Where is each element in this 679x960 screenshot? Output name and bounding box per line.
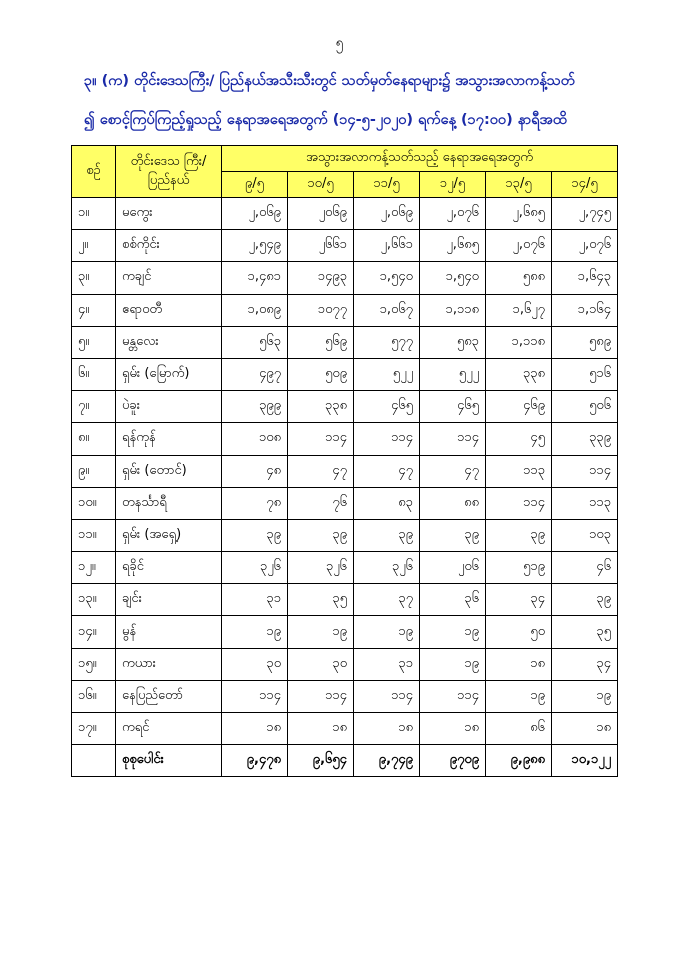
table-row xyxy=(72,680,618,712)
count-cell: ၇၈ xyxy=(222,487,288,519)
count-cell: ၁၀၈ xyxy=(222,423,288,455)
row-number: ၁၄။ xyxy=(72,616,116,648)
count-cell: ၂,၀၆၉ xyxy=(354,198,420,230)
table-row xyxy=(72,198,618,230)
table-row xyxy=(72,519,618,551)
row-number: ၁။ xyxy=(72,198,116,230)
count-cell: ၁၁၄ xyxy=(486,487,552,519)
count-cell: ၁၁၄ xyxy=(288,680,354,712)
total-cell: ၉,၇၄၉ xyxy=(354,745,420,777)
count-cell: ၃၄ xyxy=(552,648,618,680)
count-cell: ၃၃၈ xyxy=(486,358,552,390)
row-number: ၁၁။ xyxy=(72,519,116,551)
heading-line-2: ၍ စောင့်ကြပ်ကြည့်ရှုသည့် နေရာအရေအတွက် (၁၄-၅-၂၀၂၀) ရက်နေ့ (၁၇:၀၀) နာရီအထိ xyxy=(84,112,567,128)
count-cell: ၁,၅၄၀ xyxy=(354,262,420,294)
count-cell: ၁,၁၆၄ xyxy=(552,294,618,326)
count-cell: ၁၁၃ xyxy=(552,487,618,519)
restricted-locations-table xyxy=(71,145,618,777)
table-row xyxy=(72,455,618,487)
count-cell: ၂,၇၄၅ xyxy=(552,198,618,230)
count-cell: ၄၉၇ xyxy=(222,358,288,390)
count-cell: ၃၉၉ xyxy=(222,391,288,423)
count-cell: ၅၇၇ xyxy=(354,326,420,358)
row-number: ၁၂။ xyxy=(72,552,116,584)
region-name: ချင်း xyxy=(116,584,222,616)
count-cell: ၁,၆၄၃ xyxy=(552,262,618,294)
heading-line-1: ၃။ (က) တိုင်းဒေသကြီး/ ပြည်နယ်အသီးသီးတွင် သတ်မှတ်နေရာများ၌ အသွားအလာကန့်သတ် xyxy=(84,73,575,89)
column-group-header: အသွားအလာကန့်သတ်သည့် နေရာအရေအတွက် xyxy=(222,146,618,172)
count-cell: ၁၁၄ xyxy=(222,680,288,712)
count-cell: ၁၁၄ xyxy=(354,680,420,712)
column-header-date: ၉/၅ xyxy=(222,172,288,198)
count-cell: ၂,၀၇၆ xyxy=(552,230,618,262)
table-row xyxy=(72,648,618,680)
total-row-empty-cell xyxy=(72,745,116,777)
count-cell: ၁၉ xyxy=(552,680,618,712)
count-cell: ၁၈ xyxy=(222,713,288,745)
table-header-row xyxy=(72,146,618,172)
count-cell: ၅၆၃ xyxy=(222,326,288,358)
count-cell: ၅၈၈ xyxy=(486,262,552,294)
total-label: စုစုပေါင်း xyxy=(116,745,222,777)
count-cell: ၃၉ xyxy=(486,519,552,551)
table-row xyxy=(72,230,618,262)
count-cell: ၁၁၃ xyxy=(486,455,552,487)
count-cell: ၅၂၂ xyxy=(420,358,486,390)
count-cell: ၂၀၆၉ xyxy=(288,198,354,230)
table-row xyxy=(72,616,618,648)
count-cell: ၂,၀၆၉ xyxy=(222,198,288,230)
count-cell: ၄၆၅ xyxy=(420,391,486,423)
row-number: ၄။ xyxy=(72,294,116,326)
count-cell: ၁၉ xyxy=(222,616,288,648)
count-cell: ၄၆ xyxy=(552,552,618,584)
column-header-date: ၁၃/၅ xyxy=(486,172,552,198)
count-cell: ၃၃၉ xyxy=(552,423,618,455)
row-number: ၉။ xyxy=(72,455,116,487)
table-body xyxy=(72,198,618,777)
region-name: မကွေး xyxy=(116,198,222,230)
count-cell: ၁၉ xyxy=(420,616,486,648)
region-name: ကယား xyxy=(116,648,222,680)
count-cell: ၁၁၄ xyxy=(288,423,354,455)
total-cell: ၉,၆၅၄ xyxy=(288,745,354,777)
region-name: ရှမ်း (တောင်) xyxy=(116,455,222,487)
total-cell: ၉,၄၇၈ xyxy=(222,745,288,777)
total-cell: ၉,၉၈၈ xyxy=(486,745,552,777)
count-cell: ၅၈၉ xyxy=(552,326,618,358)
count-cell: ၃၄ xyxy=(486,584,552,616)
count-cell: ၄၆၉ xyxy=(486,391,552,423)
count-cell: ၄၅ xyxy=(486,423,552,455)
count-cell: ၂,၆၆၁ xyxy=(354,230,420,262)
row-number: ၁၀။ xyxy=(72,487,116,519)
count-cell: ၃၂၆ xyxy=(354,552,420,584)
count-cell: ၅၆၉ xyxy=(288,326,354,358)
total-cell: ၁၀,၁၂၂ xyxy=(552,745,618,777)
table-row xyxy=(72,584,618,616)
row-number: ၁၇။ xyxy=(72,713,116,745)
table-row xyxy=(72,391,618,423)
count-cell: ၈၃ xyxy=(354,487,420,519)
count-cell: ၁,၁၁၈ xyxy=(420,294,486,326)
count-cell: ၅၁၉ xyxy=(486,552,552,584)
count-cell: ၁၀၃ xyxy=(552,519,618,551)
count-cell: ၃၅ xyxy=(288,584,354,616)
count-cell: ၄၆၅ xyxy=(354,391,420,423)
count-cell: ၅၂၂ xyxy=(354,358,420,390)
count-cell: ၁၈ xyxy=(486,648,552,680)
total-row xyxy=(72,745,618,777)
count-cell: ၂,၀၇၆ xyxy=(486,230,552,262)
region-name: စစ်ကိုင်း xyxy=(116,230,222,262)
count-cell: ၃၀ xyxy=(288,648,354,680)
row-number: ၆။ xyxy=(72,358,116,390)
count-cell: ၁၁၄ xyxy=(420,680,486,712)
table-row xyxy=(72,423,618,455)
table-row xyxy=(72,262,618,294)
count-cell: ၁,၀၆၇ xyxy=(354,294,420,326)
count-cell: ၁၉ xyxy=(486,680,552,712)
count-cell: ၃၂၆ xyxy=(222,552,288,584)
row-number: ၈။ xyxy=(72,423,116,455)
count-cell: ၁၀၇၇ xyxy=(288,294,354,326)
total-cell: ၉၇၀၉ xyxy=(420,745,486,777)
count-cell: ၁၈ xyxy=(288,713,354,745)
count-cell: ၁,၅၄၀ xyxy=(420,262,486,294)
column-header-no: စဉ် xyxy=(72,146,116,198)
count-cell: ၁,၁၁၈ xyxy=(486,326,552,358)
table-row xyxy=(72,294,618,326)
region-name: ရန်ကုန် xyxy=(116,423,222,455)
row-number: ၁၃။ xyxy=(72,584,116,616)
count-cell: ၂,၆၈၅ xyxy=(420,230,486,262)
count-cell: ၅၀၉ xyxy=(288,358,354,390)
count-cell: ၃၅ xyxy=(552,616,618,648)
table-row xyxy=(72,552,618,584)
count-cell: ၁,၀၈၉ xyxy=(222,294,288,326)
count-cell: ၃၆ xyxy=(420,584,486,616)
region-name: ကချင် xyxy=(116,262,222,294)
table-row xyxy=(72,487,618,519)
row-number: ၂။ xyxy=(72,230,116,262)
column-header-date: ၁၁/၅ xyxy=(354,172,420,198)
row-number: ၁၆။ xyxy=(72,680,116,712)
count-cell: ၃၇ xyxy=(354,584,420,616)
row-number: ၅။ xyxy=(72,326,116,358)
count-cell: ၁၈ xyxy=(552,713,618,745)
count-cell: ၃၉ xyxy=(222,519,288,551)
column-header-date: ၁၄/၅ xyxy=(552,172,618,198)
count-cell: ၈၆ xyxy=(486,713,552,745)
count-cell: ၁၈ xyxy=(354,713,420,745)
count-cell: ၅၀၆ xyxy=(552,391,618,423)
count-cell: ၈၈ xyxy=(420,487,486,519)
column-header-date: ၁၂/၅ xyxy=(420,172,486,198)
count-cell: ၅၀ xyxy=(486,616,552,648)
count-cell: ၅၈၃ xyxy=(420,326,486,358)
count-cell: ၂၀၆ xyxy=(420,552,486,584)
region-name: နေပြည်တော် xyxy=(116,680,222,712)
region-name: ကရင် xyxy=(116,713,222,745)
region-name: တနင်္သာရီ xyxy=(116,487,222,519)
table-row xyxy=(72,326,618,358)
count-cell: ၁,၆၂၇ xyxy=(486,294,552,326)
count-cell: ၄၇ xyxy=(420,455,486,487)
count-cell: ၃၂၆ xyxy=(288,552,354,584)
page-number: ၅ xyxy=(335,35,344,51)
table-row xyxy=(72,358,618,390)
row-number: ၇။ xyxy=(72,391,116,423)
region-name: ရခိုင် xyxy=(116,552,222,584)
count-cell: ၁၈ xyxy=(420,713,486,745)
count-cell: ၄၈ xyxy=(222,455,288,487)
count-cell: ၇၆ xyxy=(288,487,354,519)
count-cell: ၃၉ xyxy=(288,519,354,551)
count-cell: ၃၃၈ xyxy=(288,391,354,423)
region-name: မွန် xyxy=(116,616,222,648)
count-cell: ၁၁၄ xyxy=(354,423,420,455)
region-name: ပဲခူး xyxy=(116,391,222,423)
count-cell: ၃၉ xyxy=(420,519,486,551)
count-cell: ၃၁ xyxy=(222,584,288,616)
count-cell: ၁၉ xyxy=(354,616,420,648)
row-number: ၁၅။ xyxy=(72,648,116,680)
region-name: ဧရာဝတီ xyxy=(116,294,222,326)
column-header-date: ၁၀/၅ xyxy=(288,172,354,198)
table-row xyxy=(72,713,618,745)
count-cell: ၃၀ xyxy=(222,648,288,680)
count-cell: ၁၁၄ xyxy=(552,455,618,487)
count-cell: ၂,၅၄၉ xyxy=(222,230,288,262)
row-number: ၃။ xyxy=(72,262,116,294)
count-cell: ၃၉ xyxy=(354,519,420,551)
region-name: မန္တလေး xyxy=(116,326,222,358)
region-name: ရှမ်း (မြောက်) xyxy=(116,358,222,390)
count-cell: ၃၁ xyxy=(354,648,420,680)
count-cell: ၃၉ xyxy=(552,584,618,616)
count-cell: ၁၉ xyxy=(288,616,354,648)
count-cell: ၄၇ xyxy=(288,455,354,487)
count-cell: ၂၆၆၁ xyxy=(288,230,354,262)
column-header-region: တိုင်းဒေသ ကြီး/ ပြည်နယ် xyxy=(116,146,222,198)
count-cell: ၂,၆၈၅ xyxy=(486,198,552,230)
count-cell: ၁၄၉၃ xyxy=(288,262,354,294)
count-cell: ၅၁၆ xyxy=(552,358,618,390)
count-cell: ၁၉ xyxy=(420,648,486,680)
count-cell: ၁၁၄ xyxy=(420,423,486,455)
count-cell: ၄၇ xyxy=(354,455,420,487)
count-cell: ၂,၀၇၆ xyxy=(420,198,486,230)
count-cell: ၁,၄၈၁ xyxy=(222,262,288,294)
region-name: ရှမ်း (အရှေ့) xyxy=(116,519,222,551)
